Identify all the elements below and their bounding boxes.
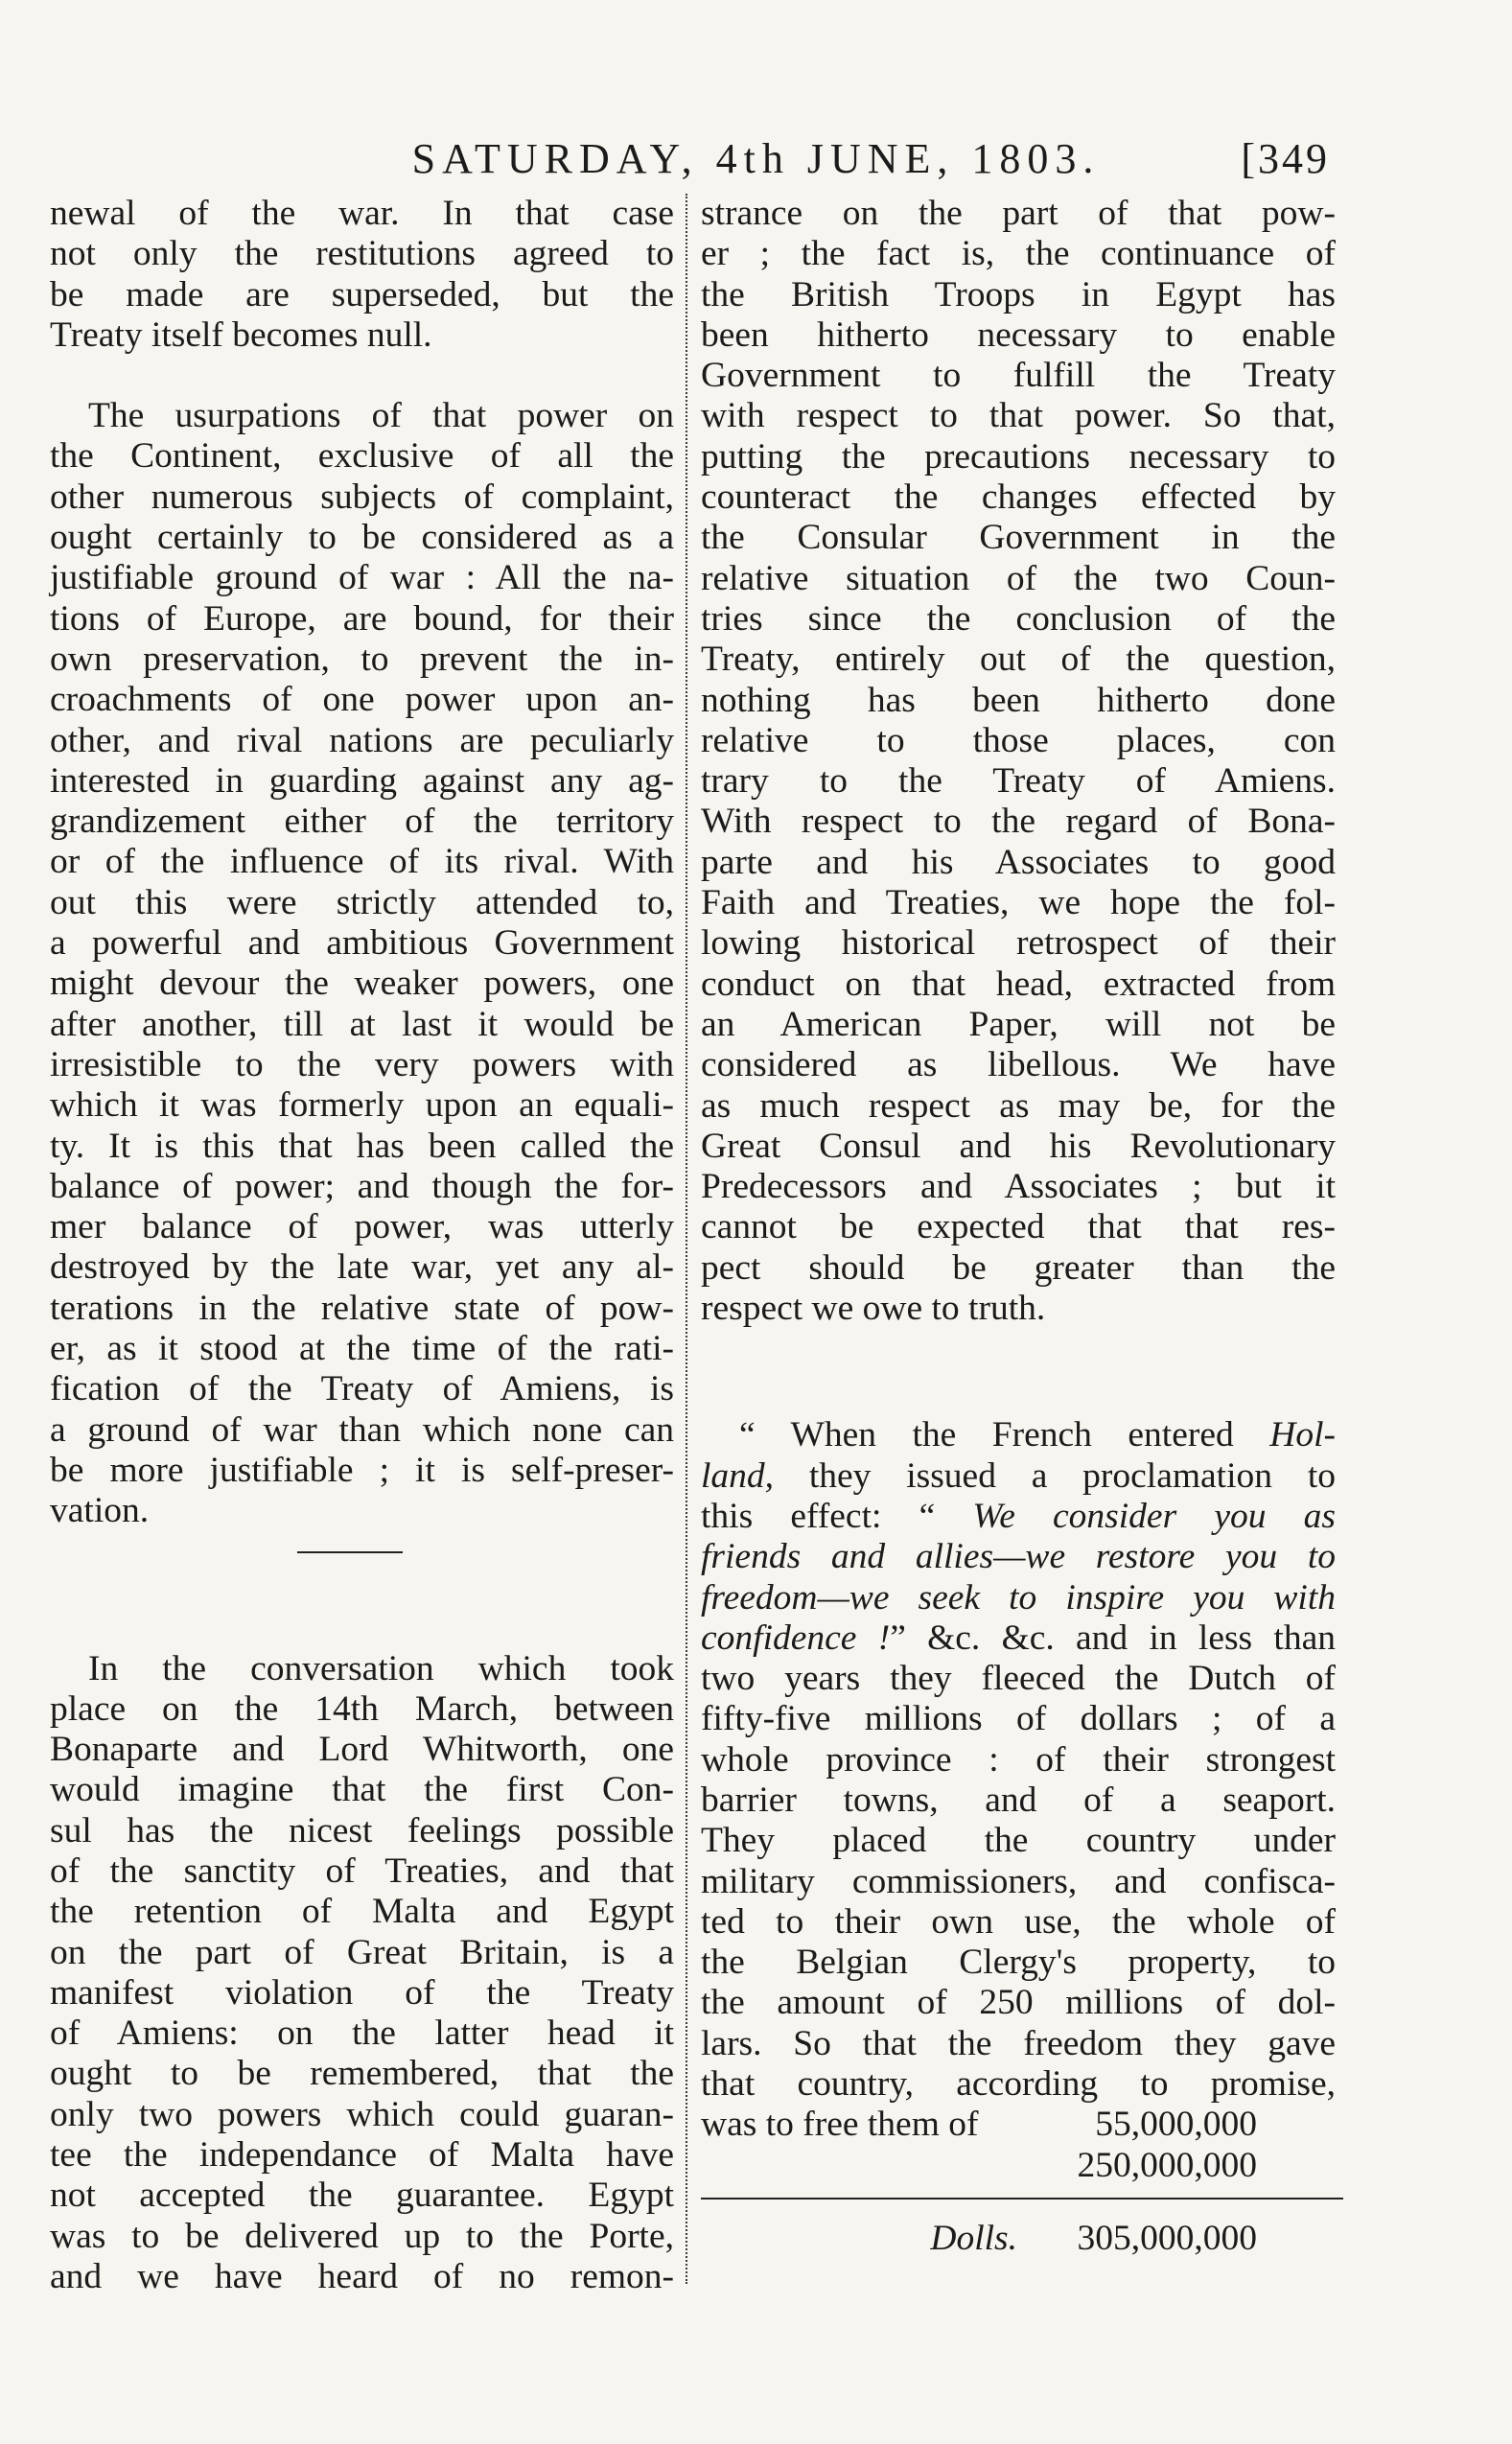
- text-line: friends and allies—we restore you to: [701, 1537, 1336, 1577]
- sum-row-2: [701, 2146, 1336, 2186]
- text-line: barrier towns, and of a seaport.: [701, 1780, 1336, 1820]
- text-line: strance on the part of that pow-: [701, 194, 1336, 233]
- text-line: land, they issued a proclamation to: [701, 1455, 1336, 1496]
- text-line: only two powers which could guaran-: [50, 2094, 674, 2134]
- text-line: fication of the Treaty of Amiens, is: [50, 1369, 674, 1409]
- text-line: conduct on that head, extracted from: [701, 964, 1336, 1004]
- text-line: terations in the relative state of pow-: [50, 1288, 674, 1328]
- text-line: an American Paper, will not be: [701, 1004, 1336, 1044]
- text-line: nothing has been hitherto done: [701, 680, 1336, 720]
- text-line: justifiable ground of war : All the na-: [50, 558, 674, 598]
- text-line: Government to fulfill the Treaty: [701, 356, 1336, 396]
- text-line: military commissioners, and confisca-: [701, 1861, 1336, 1901]
- sum-rule: [701, 2198, 1343, 2200]
- text-line: er ; the fact is, the continuance of: [701, 234, 1336, 274]
- text-line: might devour the weaker powers, one: [50, 964, 674, 1004]
- text-line: trary to the Treaty of Amiens.: [701, 761, 1336, 802]
- text-line: be more justifiable ; it is self-preser-: [50, 1450, 674, 1490]
- text-line: Treaty, entirely out of the question,: [701, 640, 1336, 680]
- text-line: Faith and Treaties, we hope the fol-: [701, 883, 1336, 923]
- text-line: the Belgian Clergy's property, to: [701, 1943, 1336, 1983]
- text-line: irresistible to the very powers with: [50, 1044, 674, 1084]
- column-divider: [686, 194, 687, 2284]
- running-head: SATURDAY, 4th JUNE, 1803.: [411, 135, 1101, 182]
- text-line: which it was formerly upon an equali-: [50, 1085, 674, 1126]
- text-line: relative situation of the two Coun-: [701, 558, 1336, 598]
- text-line: the Consular Government in the: [701, 518, 1336, 558]
- text-line: of the sanctity of Treaties, and that: [50, 1850, 674, 1891]
- text-line: considered as libellous. We have: [701, 1045, 1336, 1085]
- text-line: the amount of 250 millions of dol-: [701, 1983, 1336, 2023]
- text-line: out this were strictly attended to,: [50, 882, 674, 922]
- text-line: The usurpations of that power on: [88, 396, 674, 436]
- text-line: other, and rival nations are peculiarly: [50, 720, 674, 760]
- text-line: Great Consul and his Revolutionary: [701, 1126, 1336, 1166]
- text-line: relative to those places, con: [701, 720, 1336, 760]
- right-column: [701, 194, 1336, 2259]
- text-line: confidence !” &c. &c. and in less than: [701, 1618, 1336, 1658]
- amount-value: 55,000,000: [1095, 2105, 1257, 2145]
- text-line: as much respect as may be, for the: [701, 1085, 1336, 1126]
- paragraph-usurpations: [50, 396, 674, 1531]
- total-value: 305,000,000: [1077, 2218, 1257, 2258]
- text-line: newal of the war. In that case: [50, 194, 674, 233]
- text-line: the Continent, exclusive of all the: [50, 436, 674, 477]
- total-row: Dolls. 305,000,000: [930, 2218, 1257, 2258]
- text-line: sul has the nicest feelings possible: [50, 1810, 674, 1850]
- sum-row-1: was to free them of 55,000,000: [701, 2105, 1257, 2145]
- text-line: balance of power; and though the for-: [50, 1166, 674, 1206]
- text-line: other numerous subjects of complaint,: [50, 477, 674, 517]
- text-line: with respect to that power. So that,: [701, 396, 1336, 436]
- text-line: not accepted the guarantee. Egypt: [50, 2176, 674, 2216]
- amount-value: 250,000,000: [1077, 2145, 1257, 2185]
- text-line: vation.: [50, 1491, 150, 1531]
- text-line: Bonaparte and Lord Whitworth, one: [50, 1730, 674, 1770]
- text-line: lars. So that the freedom they gave: [701, 2023, 1336, 2063]
- text-line: “ When the French entered Hol-: [739, 1415, 1336, 1455]
- text-line: the retention of Malta and Egypt: [50, 1892, 674, 1932]
- text-line: Predecessors and Associates ; but it: [701, 1167, 1336, 1207]
- text-line: that country, according to promise,: [701, 2064, 1336, 2105]
- text-line: croachments of one power upon an-: [50, 680, 674, 720]
- text-line: ought certainly to be considered as a: [50, 518, 674, 558]
- text-line: ought to be remembered, that the: [50, 2054, 674, 2094]
- text-line: and we have heard of no remon-: [50, 2256, 674, 2296]
- text-line: freedom—we seek to inspire you with: [701, 1577, 1336, 1618]
- text-line: counteract the changes effected by: [701, 477, 1336, 518]
- text-line: respect we owe to truth.: [701, 1289, 1046, 1329]
- text-line: place on the 14th March, between: [50, 1688, 674, 1729]
- text-line: of Amiens: on the latter head it: [50, 2013, 674, 2054]
- text-line: would imagine that the first Con-: [50, 1770, 674, 1810]
- text-line: putting the precautions necessary to: [701, 436, 1336, 477]
- text-line: destroyed by the late war, yet any al-: [50, 1247, 674, 1288]
- text-line: two years they fleeced the Dutch of: [701, 1659, 1336, 1699]
- text-line: on the part of Great Britain, is a: [50, 1932, 674, 1972]
- quoted-extract: [701, 1415, 1336, 2259]
- left-column: [50, 194, 674, 2297]
- text-line: parte and his Associates to good: [701, 842, 1336, 882]
- text-line: a ground of war than which none can: [50, 1409, 674, 1450]
- text-line: mer balance of power, was utterly: [50, 1207, 674, 1247]
- text-line: the British Troops in Egypt has: [701, 274, 1336, 314]
- text-line: this effect: “ We consider you as: [701, 1496, 1336, 1536]
- text-line: whole province : of their strongest: [701, 1739, 1336, 1780]
- text-line: ty. It is this that has been called the: [50, 1126, 674, 1166]
- text-line: pect should be greater than the: [701, 1247, 1336, 1288]
- paragraph-war-renewal: [50, 194, 674, 356]
- text-line: Treaty itself becomes null.: [50, 314, 432, 355]
- text-line: interested in guarding against any ag-: [50, 760, 674, 801]
- text-line: a powerful and ambitious Government: [50, 923, 674, 964]
- text-line: tries since the conclusion of the: [701, 598, 1336, 639]
- text-line: own preservation, to prevent the in-: [50, 639, 674, 679]
- text-line: grandizement either of the territory: [50, 802, 674, 842]
- text-line: ted to their own use, the whole of: [701, 1901, 1336, 1942]
- page-number: [349: [1241, 135, 1330, 182]
- text-line: or of the influence of its rival. With: [50, 842, 674, 882]
- text-line: manifest violation of the Treaty: [50, 1972, 674, 2013]
- text-line: not only the restitutions agreed to: [50, 234, 674, 274]
- text-line: be made are superseded, but the: [50, 274, 674, 314]
- paragraph-remonstrance: [701, 194, 1336, 1329]
- text-line: tions of Europe, are bound, for their: [50, 598, 674, 639]
- text-line: cannot be expected that that res-: [701, 1207, 1336, 1247]
- page-header: [0, 134, 1512, 192]
- text-line: after another, till at last it would be: [50, 1004, 674, 1044]
- text-line: In the conversation which took: [88, 1648, 674, 1688]
- text-line: They placed the country under: [701, 1821, 1336, 1861]
- text-line: lowing historical retrospect of their: [701, 923, 1336, 964]
- text-line: been hitherto necessary to enable: [701, 314, 1336, 355]
- text-line: With respect to the regard of Bona-: [701, 802, 1336, 842]
- text-line: tee the independance of Malta have: [50, 2135, 674, 2176]
- text-line: er, as it stood at the time of the rati-: [50, 1329, 674, 1369]
- paragraph-conversation: [50, 1649, 674, 2298]
- text-line: fifty-five millions of dollars ; of a: [701, 1699, 1336, 1739]
- text-line: was to be delivered up to the Porte,: [50, 2216, 674, 2256]
